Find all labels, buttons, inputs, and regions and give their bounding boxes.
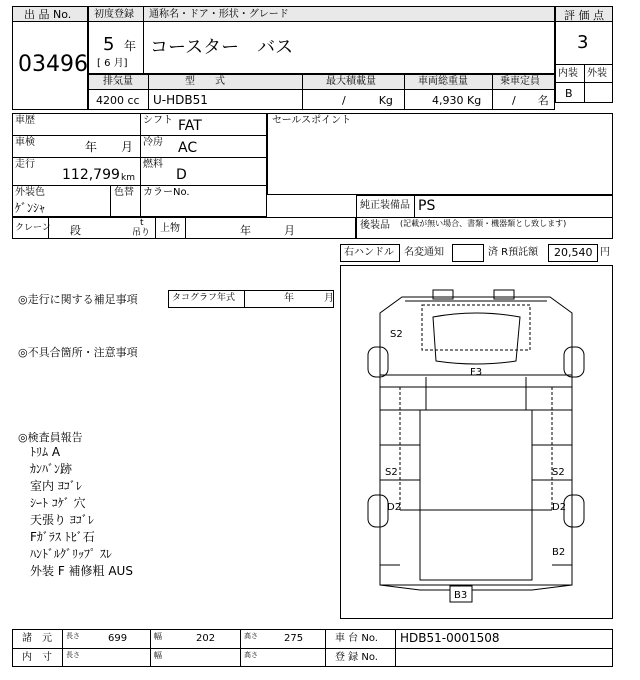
lot-number: 03496 xyxy=(18,52,88,77)
inspector-report-line: Fｶﾞﾗｽ ﾄﾋﾞ石 xyxy=(30,530,95,544)
fuel-value: D xyxy=(176,167,187,183)
model-type-value: U-HDB51 xyxy=(153,93,208,107)
tachograph-label: タコグラフ年式 xyxy=(172,293,236,303)
crane-row xyxy=(12,217,356,239)
gross-weight-label: 車両総重量 xyxy=(418,76,468,87)
driving-notes-label: ◎走行に関する補足事項 xyxy=(18,293,138,306)
registration-year: 5 xyxy=(103,34,115,55)
interior-grade: B xyxy=(565,87,573,100)
length-label: 長さ xyxy=(66,632,80,640)
registration-no-label: 登 録 No. xyxy=(335,652,378,663)
max-load-label: 最大積載量 xyxy=(326,76,376,87)
registration-month: [ 6 月] xyxy=(97,58,128,69)
rhd-label: 右ハンドル xyxy=(344,247,394,258)
mark-s2-front: S2 xyxy=(390,329,403,340)
standard-equipment-label: 純正装備品 xyxy=(360,200,410,211)
color-code-label: カラーNo. xyxy=(143,187,190,198)
recycle-amount: 20,540 xyxy=(554,246,593,259)
score-label: 評 価 点 xyxy=(564,9,604,22)
shift-label: シフト xyxy=(143,115,173,126)
tachograph-value: 年 月 xyxy=(284,293,334,304)
sales-point-label: セールスポイント xyxy=(272,115,352,126)
aftermarket-note: (記載が無い場合、書類・機器類とし致します) xyxy=(400,219,567,228)
inspector-report-label: ◎検査員報告 xyxy=(18,431,83,444)
exterior-label: 外装 xyxy=(587,68,607,79)
registration-year-unit: 年 xyxy=(124,39,137,53)
width-value: 202 xyxy=(196,633,216,644)
mark-s2-left: S2 xyxy=(385,467,398,478)
displacement-label: 排気量 xyxy=(103,76,133,87)
upper-body-value: 年 月 xyxy=(240,224,295,237)
length-value: 699 xyxy=(108,633,128,644)
aircon-label: 冷房 xyxy=(143,137,163,148)
capacity-value: / 名 xyxy=(512,94,549,107)
bus-damage-diagram xyxy=(340,265,613,619)
overall-score: 3 xyxy=(577,32,589,53)
mileage-unit: km xyxy=(121,173,135,183)
name-change-box xyxy=(452,244,484,262)
mark-b3: B3 xyxy=(454,590,468,601)
crane-lift-unit: 吊り xyxy=(132,228,151,238)
mark-d2-right: D2 xyxy=(552,502,567,513)
crane-stage: 段 xyxy=(70,224,81,237)
mark-s2-right: S2 xyxy=(552,467,565,478)
inspector-report-line: 外装 F 補修粗 AUS xyxy=(30,564,133,578)
interior-label: 内装 xyxy=(558,68,578,79)
max-load-value: / Kg xyxy=(342,94,393,107)
height-label: 高さ xyxy=(244,632,258,640)
displacement-value: 4200 cc xyxy=(96,94,140,107)
history-label: 車歴 xyxy=(15,115,35,126)
chassis-no-label: 車 台 No. xyxy=(335,633,378,644)
width-label: 幅 xyxy=(154,632,162,641)
standard-equipment-value: PS xyxy=(418,198,436,214)
color-change-label: 色替 xyxy=(114,187,134,198)
lot-no-label: 出 品 No. xyxy=(24,8,72,21)
inspector-report-line: ﾄﾘﾑ A xyxy=(30,445,61,459)
aircon-value: AC xyxy=(178,140,198,156)
mark-d2-left: D2 xyxy=(387,502,402,513)
model-name-label: 通称名・ドア・形状・グレード xyxy=(149,9,289,20)
shift-value: FAT xyxy=(178,118,202,134)
recycle-label: 済 R預託額 xyxy=(488,247,539,258)
height-value: 275 xyxy=(284,633,304,644)
fuel-label: 燃料 xyxy=(143,159,163,170)
upper-body-label: 上物 xyxy=(160,223,180,234)
first-registration-label: 初度登録 xyxy=(94,9,134,20)
inner-dimensions-label: 内 寸 xyxy=(22,652,52,663)
inspector-report-line: 天張り ﾖｺﾞﾚ xyxy=(30,513,94,527)
inspection-label: 車検 xyxy=(15,137,35,148)
gross-weight-value: 4,930 Kg xyxy=(432,94,482,107)
inspector-report-line: ｶﾝﾊﾞﾝ跡 xyxy=(30,462,73,476)
inner-width-label: 幅 xyxy=(154,651,162,660)
inspector-report-line: ﾊﾝﾄﾞﾙｸﾞﾘｯﾌﾟ ｽﾚ xyxy=(30,547,112,561)
defect-notes-label: ◎不具合箇所・注意事項 xyxy=(18,346,138,359)
exterior-color-value: ｹﾞﾝｼｬ xyxy=(15,201,46,215)
mileage-label: 走行 xyxy=(15,159,35,170)
exterior-color-label: 外装色 xyxy=(15,187,45,198)
model-type-label: 型 式 xyxy=(185,76,225,87)
inspector-report-line: ｼｰﾄ ｺｹﾞ 穴 xyxy=(30,496,86,510)
name-change-label: 名変通知 xyxy=(404,247,444,258)
model-name: コースター バス xyxy=(150,37,294,58)
capacity-label: 乗車定員 xyxy=(500,76,540,87)
dimensions-label: 諸 元 xyxy=(22,633,52,644)
aftermarket-label: 後装品 xyxy=(360,220,390,231)
yen-unit: 円 xyxy=(600,247,610,258)
inner-length-label: 長さ xyxy=(66,651,80,659)
crane-tonnage-unit: t xyxy=(140,218,144,228)
inspector-report-list xyxy=(30,446,133,582)
inspector-report-line: 室内 ﾖｺﾞﾚ xyxy=(30,479,82,493)
mileage-value: 112,799 xyxy=(62,167,120,183)
mark-f3: F3 xyxy=(470,367,483,378)
inner-height-label: 高さ xyxy=(244,651,258,659)
chassis-no-value: HDB51-0001508 xyxy=(400,631,500,645)
inspection-value: 年 月 xyxy=(85,140,134,154)
crane-label: クレーン xyxy=(15,223,51,233)
mark-b2: B2 xyxy=(552,547,566,558)
